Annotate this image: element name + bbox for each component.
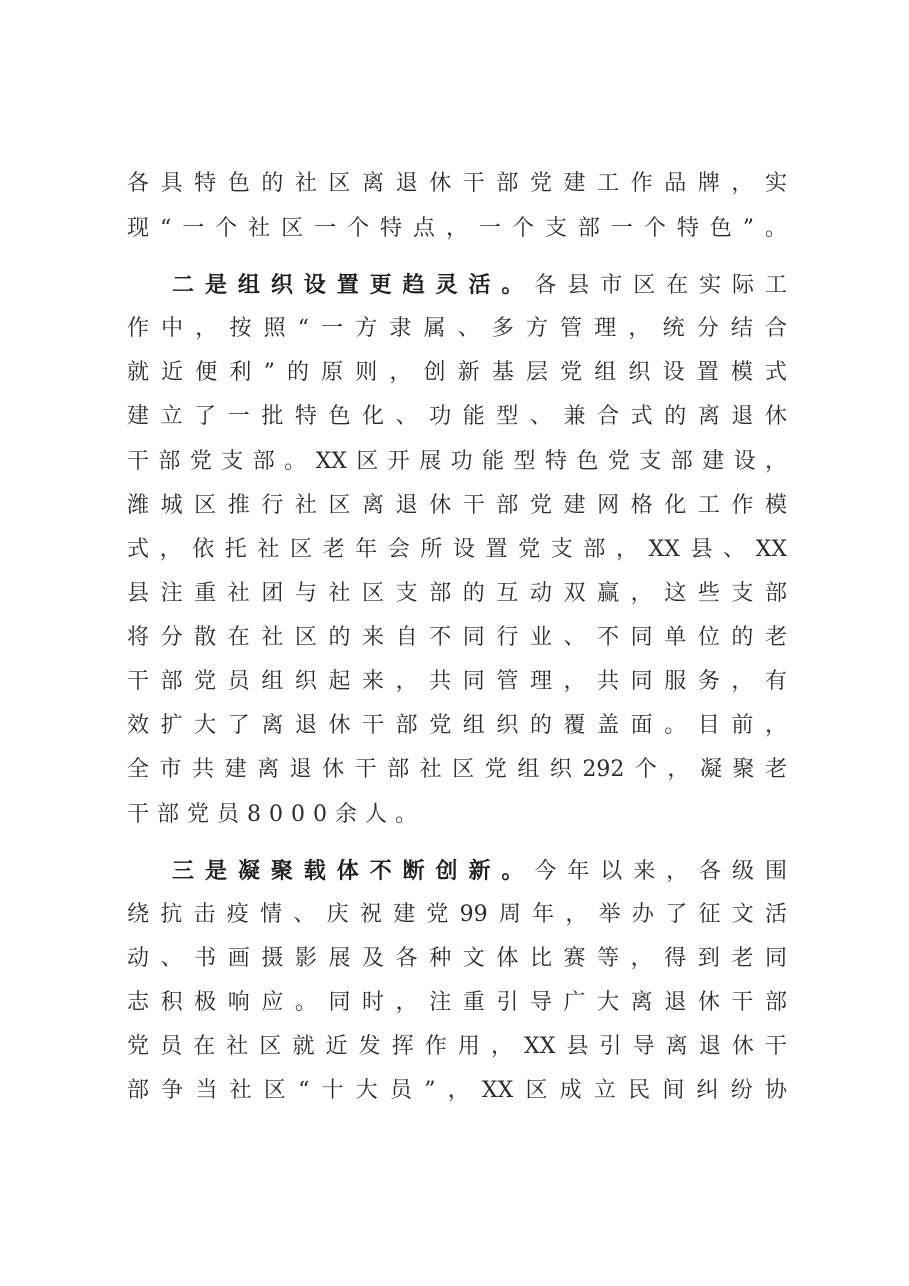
paragraph-3-line: 志积极响应。同时，注重引导广大离退休干部	[127, 990, 787, 1015]
paragraph-2-line: 效扩大了离退休干部党组织的覆盖面。目前，	[127, 713, 787, 738]
paragraph-3-line: 党员在社区就近发挥作用，XX县引导离退休干	[127, 1034, 787, 1059]
paragraph-1-line: 各具特色的社区离退休干部党建工作品牌，实	[127, 171, 787, 196]
paragraph-2-line: 式，依托社区老年会所设置党支部，XX县、XX	[127, 537, 787, 562]
paragraph-2-line: 作中，按照“一方隶属、多方管理，统分结合	[127, 316, 787, 341]
paragraph-2-line: 干部党员组织起来，共同管理，共同服务，有	[127, 669, 787, 694]
paragraph-3-line: 动、书画摄影展及各种文体比赛等，得到老同	[127, 946, 787, 971]
paragraph-2-first-line	[172, 270, 787, 300]
paragraph-3-first-line	[172, 856, 787, 886]
paragraph-3-lead: 三是凝聚载体不断创新。	[172, 858, 535, 884]
paragraph-2-line: 将分散在社区的来自不同行业、不同单位的老	[127, 625, 787, 650]
paragraph-2-line: 县注重社团与社区支部的互动双赢，这些支部	[127, 581, 787, 606]
paragraph-2-line: 建立了一批特色化、功能型、兼合式的离退休	[127, 404, 787, 429]
paragraph-2-line: 干部党支部。XX区开展功能型特色党支部建设，	[127, 449, 787, 474]
paragraph-2-line: 全市共建离退休干部社区党组织292个，凝聚老	[127, 757, 787, 782]
paragraph-3-line: 部争当社区“十大员”，XX区成立民间纠纷协	[127, 1078, 787, 1103]
paragraph-2-last-line: 干部党员8000余人。	[127, 802, 425, 827]
paragraph-1-line: 现“一个社区一个特点，一个支部一个特色”。	[127, 216, 787, 241]
paragraph-2-first-rest: 各县市区在实际工	[534, 273, 787, 298]
paragraph-3-first-rest: 今年以来，各级围	[534, 859, 787, 884]
paragraph-2-line: 就近便利”的原则，创新基层党组织设置模式	[127, 360, 787, 385]
paragraph-2-lead: 二是组织设置更趋灵活。	[172, 272, 535, 298]
paragraph-2-line: 潍城区推行社区离退休干部党建网格化工作模	[127, 493, 787, 518]
paragraph-3-line: 绕抗击疫情、庆祝建党99周年，举办了征文活	[127, 902, 787, 927]
